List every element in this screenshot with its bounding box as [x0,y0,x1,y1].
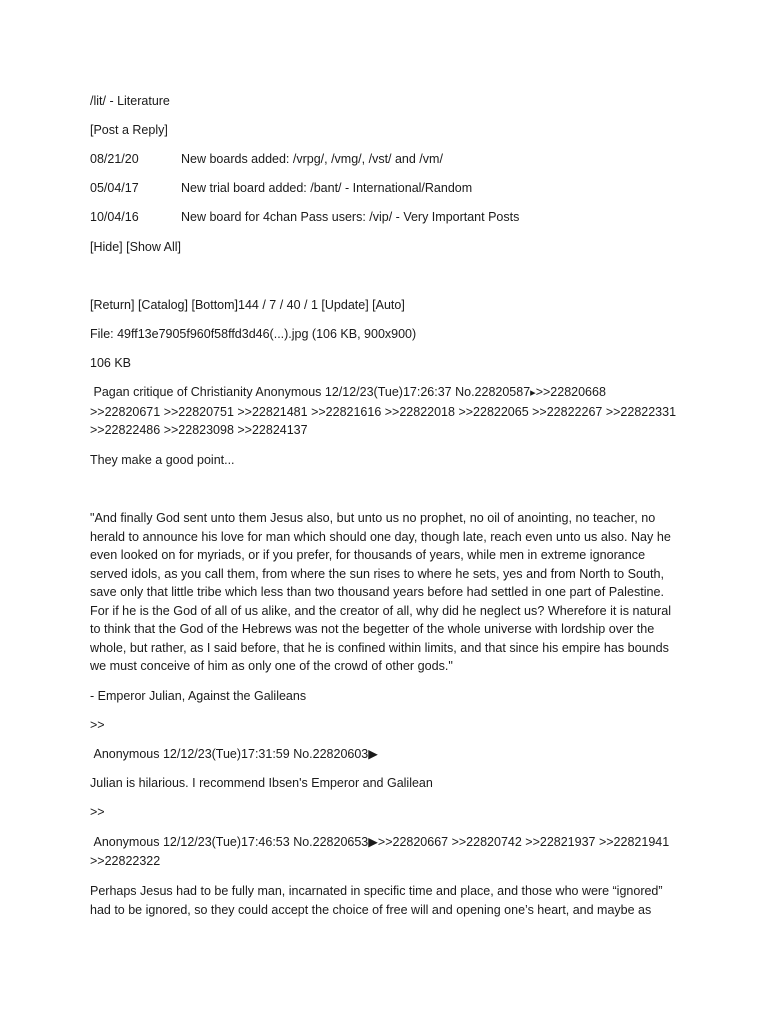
board-title: /lit/ - Literature [90,94,170,108]
op-post-number[interactable]: No.22820587 [455,385,531,399]
news-date: 08/21/20 [90,152,139,166]
op-quote-text: "And finally God sent unto them Jesus also, but unto us no prophet, no oil of anointing, no teacher, no herald to announce his love for man which should one day, though late, reach even unto us also. Nay he even looked on for myriads, or if you prefer, for thousands of years, while men in extreme ignorance served idols, as you call them, from where the sun rises to where he sets, yes and from North to South, save only that little tribe which less than two thousand years before had settled in one part of Palestine. For if he is the God of all of us alike, and the creator of all, why did he neglect us? Wherefore it is natural to think that the God of the Hebrews was not the begetter of the whole universe with lordship over the whole, but rather, as I said before, that he is confined within limits, and that since his empire has bounds we must conceive of him as only one of the crowd of other gods." [90,511,672,673]
reply2-post-number[interactable]: No.22820653 [293,835,369,849]
reply2-backlinks[interactable]: >>22822322 [90,853,161,868]
reply2-datetime: 12/12/23(Tue)17:46:53 [162,835,290,849]
reply2-text: Perhaps Jesus had to be fully man, incarnated in specific time and place, and those who were “ignored” had to be ignored, so they could accept the choice of free will and opening one’s heart, and maybe as [90,884,663,917]
op-reply-backlinks[interactable]: >>22820671 >>22820751 >>22821481 >>22821616 >>22822018 >>22822065 >>22822267 >>22822331 [90,404,677,419]
op-subject: Pagan critique of Christianity [93,385,253,399]
reply1-header [90,745,378,764]
news-text: New board for 4chan Pass users: /vip/ - Very Important Posts [181,210,520,224]
bottom-link[interactable]: [Bottom] [191,298,239,312]
reply2-header [90,833,680,870]
news-item [90,208,519,227]
op-reply-backlinks[interactable]: >>22822486 >>22823098 >>22824137 [90,423,308,437]
op-post-header [90,383,680,440]
news-date: 10/04/16 [90,210,139,224]
op-file-link[interactable]: File: 49ff13e7905f960f58ffd3d46(...).jpg (106 KB, 900x900) [90,327,417,341]
return-link[interactable]: [Return] [90,298,135,312]
hide-news-link[interactable]: [Hide] [90,240,123,254]
news-item [90,150,443,169]
news-item [90,179,472,198]
news-text: New boards added: /vrpg/, /vmg/, /vst/ and /vm/ [181,152,443,166]
reply-marker: >> [90,805,105,819]
auto-update-link[interactable]: [Auto] [372,298,405,312]
show-all-news-link[interactable]: [Show All] [126,240,182,254]
op-attribution: - Emperor Julian, Against the Galileans [90,689,307,703]
reply1-post-number[interactable]: No.22820603 [293,747,369,761]
news-text: New trial board added: /bant/ - International/Random [181,181,473,195]
reply2-menu-arrow-icon[interactable]: ▶ [368,835,378,849]
news-date: 05/04/17 [90,181,139,195]
news-controls [90,238,181,257]
op-datetime: 12/12/23(Tue)17:26:37 [324,385,452,399]
post-reply-link[interactable]: [Post a Reply] [90,123,168,137]
reply1-name: Anonymous [93,747,160,761]
catalog-link[interactable]: [Catalog] [137,298,188,312]
thread-stats: 144 / 7 / 40 / 1 [238,298,318,312]
reply1-datetime: 12/12/23(Tue)17:31:59 [162,747,290,761]
reply1-menu-arrow-icon[interactable]: ▶ [368,747,378,761]
reply-marker: >> [90,718,105,732]
reply2-name: Anonymous [93,835,160,849]
reply2-backlinks[interactable]: >>22820667 >>22820742 >>22821937 >>22821941 [377,835,670,849]
update-link[interactable]: [Update] [321,298,369,312]
op-menu-arrow-icon[interactable]: ▸ [530,387,536,399]
op-file-size: 106 KB [90,356,132,370]
reply1-text: Julian is hilarious. I recommend Ibsen's Emperor and Galilean [90,776,433,790]
op-text: They make a good point... [90,453,235,467]
thread-nav [90,296,405,315]
op-reply-backlink[interactable]: >>22820668 [535,385,606,399]
op-name: Anonymous [255,385,322,399]
